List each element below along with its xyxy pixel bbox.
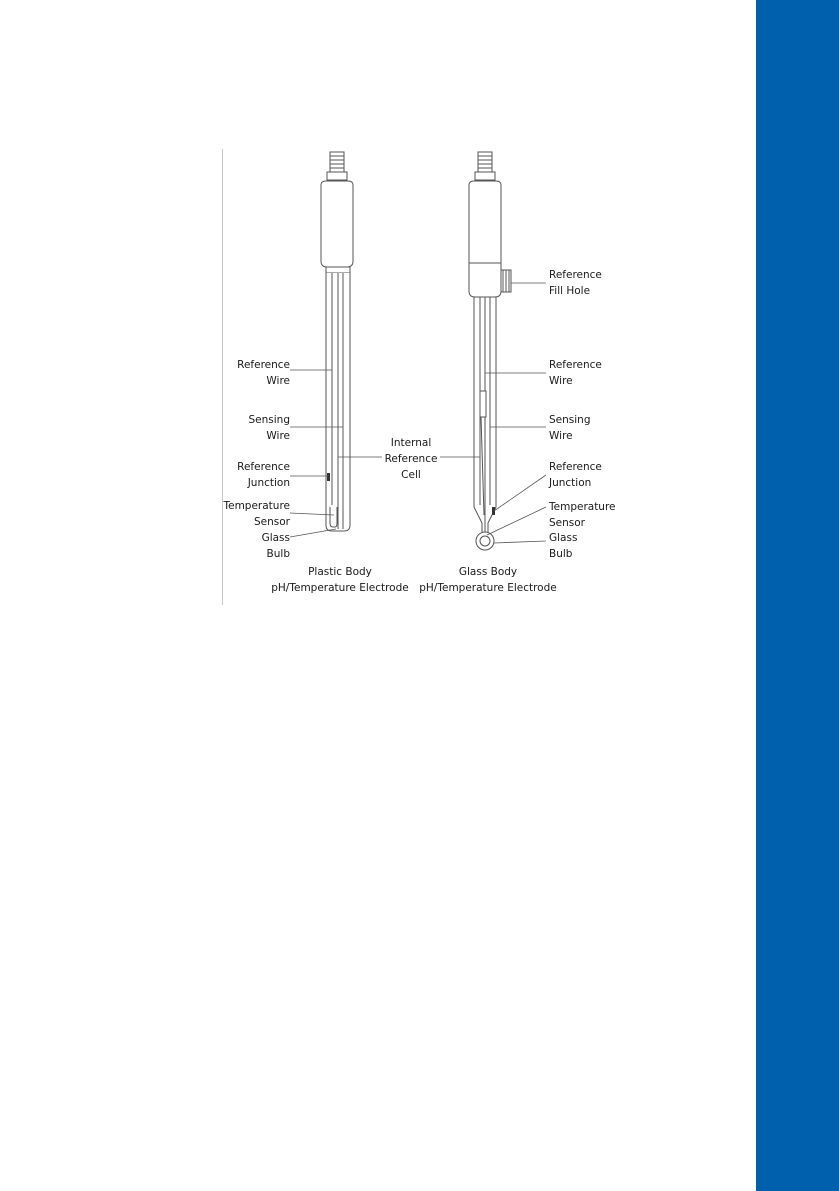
glass-electrode: [469, 152, 511, 550]
glass-reference-wire-label: Reference Wire: [549, 359, 602, 387]
glass-glass-bulb-label: Glass Bulb: [549, 532, 578, 560]
plastic-reference-junction-label: Reference Junction: [237, 461, 290, 489]
electrode-diagram: [222, 145, 622, 610]
plastic-reference-wire-label: Reference Wire: [237, 359, 290, 387]
plastic-sensing-wire-label: Sensing Wire: [248, 414, 290, 442]
glass-electrode-caption: Glass Body pH/Temperature Electrode: [419, 566, 557, 594]
plastic-glass-bulb-label: Glass Bulb: [261, 532, 290, 560]
plastic-electrode-caption: Plastic Body pH/Temperature Electrode: [271, 566, 409, 594]
glass-reference-junction-label: Reference Junction: [549, 461, 602, 489]
plastic-temperature-sensor-label: Temperature Sensor: [223, 500, 290, 528]
side-color-band: [756, 0, 839, 1191]
glass-temperature-sensor-label: Temperature Sensor: [549, 501, 616, 529]
internal-reference-cell-label: Internal Reference Cell: [384, 437, 438, 481]
plastic-electrode: [321, 152, 353, 531]
glass-reference-fill-hole-label: Reference Fill Hole: [549, 269, 602, 297]
glass-sensing-wire-label: Sensing Wire: [549, 414, 591, 442]
